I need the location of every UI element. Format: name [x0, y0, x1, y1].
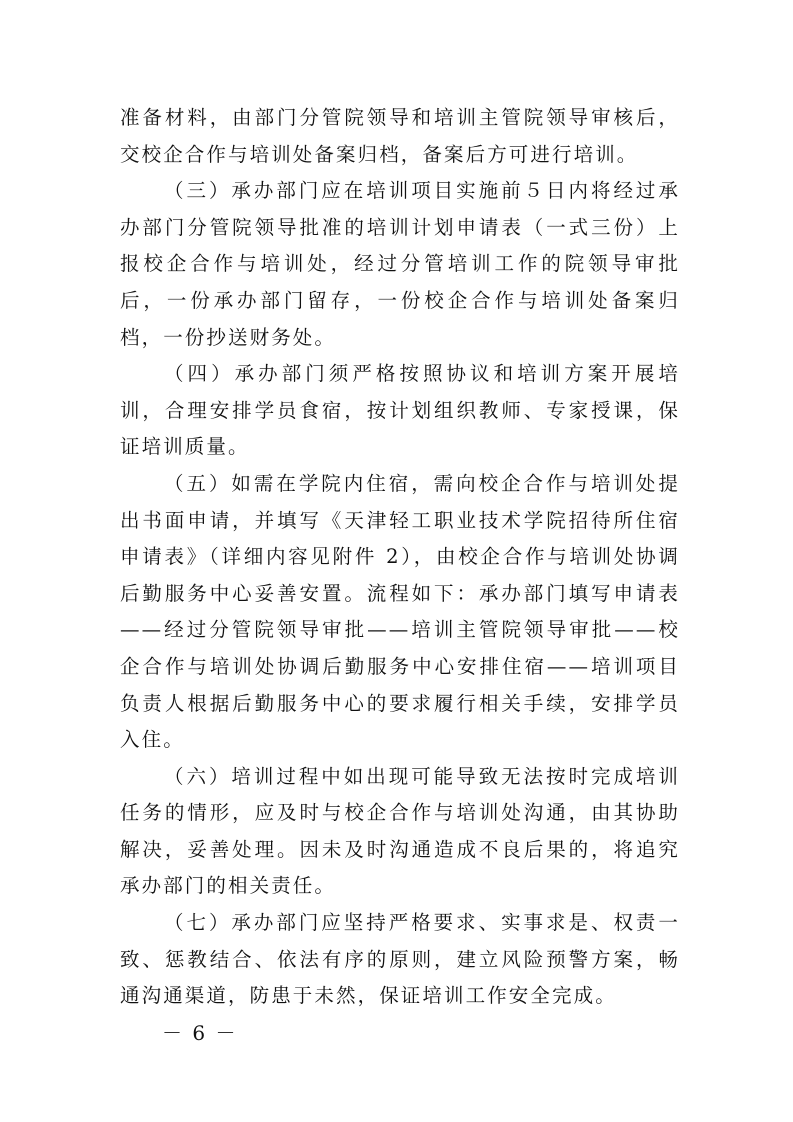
page-number: － 6 － — [162, 1021, 238, 1045]
paragraph-item-7: （七）承办部门应坚持严格要求、实事求是、权责一致、惩教结合、依法有序的原则，建立风险预警方案，畅通沟通渠道，防患于未然，保证培训工作安全完成。 — [120, 911, 680, 1008]
paragraph-item-6: （六）培训过程中如出现可能导致无法按时完成培训任务的情形，应及时与校企合作与培训处沟通，由其协助解决，妥善处理。因未及时沟通造成不良后果的，将追究承办部门的相关责任。 — [120, 764, 680, 898]
paragraph-item-3: （三）承办部门应在培训项目实施前５日内将经过承办部门分管院领导批准的培训计划申请表（一式三份）上报校企合作与培训处，经过分管培训工作的院领导审批后，一份承办部门留存，一份校企合作与培训处备案归档，一份抄送财务处。 — [120, 179, 680, 349]
paragraph-item-5: （五）如需在学院内住宿，需向校企合作与培训处提出书面申请，并填写《天津轻工职业技术学院招待所住宿申请表》（详细内容见附件 2），由校企合作与培训处协调后勤服务中心妥善安置。流程如下：承办部门填写申请表——经过分管院领导审批——培训主管院领导审批——校企合作与培训处协调后勤服务中心安排住宿——培训项目负责人根据后勤服务中心的要求履行相关手续，安排学员入住。 — [120, 471, 681, 752]
paragraph-continued: 准备材料，由部门分管院领导和培训主管院领导审核后，交校企合作与培训处备案归档，备案后方可进行培训。 — [120, 106, 680, 166]
body-text — [120, 100, 680, 1015]
paragraph-item-4: （四）承办部门须严格按照协议和培训方案开展培训，合理安排学员食宿，按计划组织教师、专家授课，保证培训质量。 — [120, 362, 680, 459]
